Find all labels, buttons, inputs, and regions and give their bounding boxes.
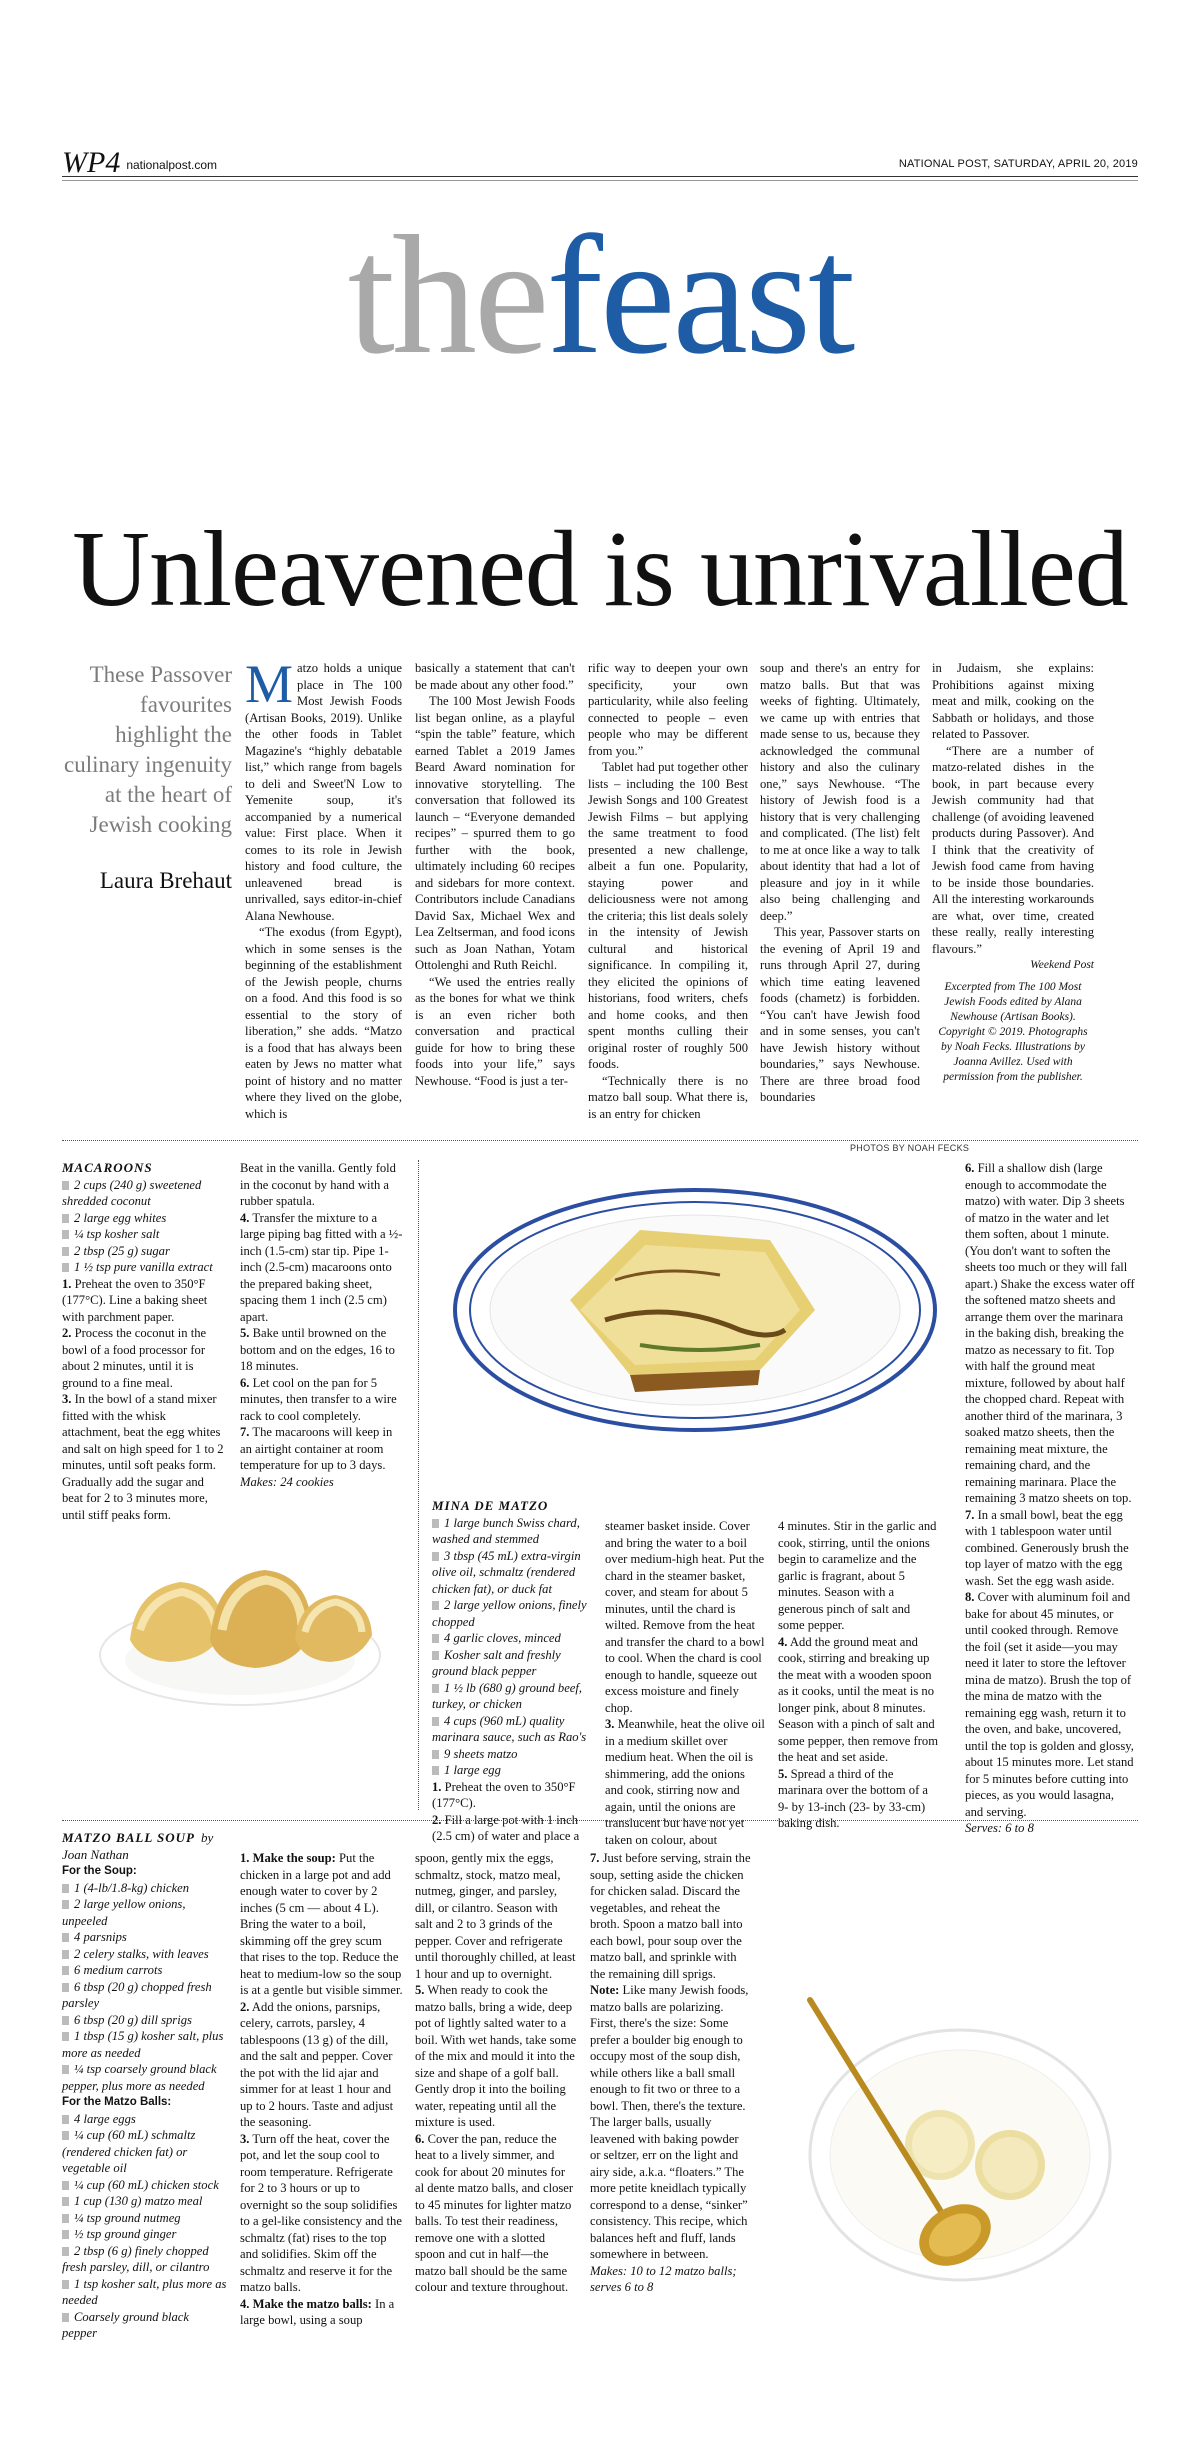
step-text: Just before serving, strain the soup, setting aside the chicken for chicken salad. Discard the vegetables, and reheat the broth. Spoon a matzo ball into each bowl, pour soup over the matzo ball, and sprinkle with the remaining dill sprigs. bbox=[590, 1851, 751, 1981]
step-text: spoon, gently mix the eggs, schmaltz, stock, matzo meal, nutmeg, ginger, and parsley, dill, or cilantro. Season with salt and 2 to 3 grinds of the pepper. Cover and refrigerate until thoroughly chilled, at least 1 hour and up to overnight. bbox=[415, 1851, 576, 1981]
mina-recipe-col3 bbox=[778, 1518, 938, 1832]
step-text: In the bowl of a stand mixer fitted with the whisk attachment, beat the egg whites and salt on high speed for 1 to 2 minutes, until soft peaks form. Gradually add the sugar and beat for 2 to 3 minutes more, until stiff peaks form. bbox=[62, 1392, 224, 1522]
step-number: 2. bbox=[240, 1999, 250, 2014]
square-bullet-icon bbox=[62, 1247, 69, 1256]
ingredient-item bbox=[62, 1946, 227, 1963]
step-text: Cover the pan, reduce the heat to a lively simmer, and cook for about 20 minutes for al dente matzo balls, and closer to 45 minutes for lighter matzo balls. To test their readiness, remove one with a slotted spoon and cut in half—the matzo ball should be the same colour and texture throughout. bbox=[415, 2131, 574, 2294]
step-number: 6. bbox=[965, 1161, 975, 1175]
square-bullet-icon bbox=[62, 1230, 69, 1239]
ingredient-text: 6 tbsp (20 g) chopped fresh parsley bbox=[62, 1979, 212, 2010]
step-text: Spread a third of the marinara over the bottom of a 9- by 13-inch (23- by 33-cm) baking dish. bbox=[778, 1766, 929, 1830]
square-bullet-icon bbox=[62, 1884, 69, 1893]
step-lead: Make the matzo balls: bbox=[252, 2296, 372, 2311]
step-text: Let cool on the pan for 5 minutes, then transfer to a wire rack to cool completely. bbox=[240, 1375, 397, 1423]
step-number: 5. bbox=[240, 1326, 250, 1340]
section-title-the: the bbox=[347, 201, 547, 389]
macaroons-recipe-col1 bbox=[62, 1160, 227, 1523]
note-label: Note: bbox=[590, 1983, 620, 1997]
article-paragraph: rific way to deepen your own specificity, your own particularity, while also feeling connected to people – even people who may be different from you.” bbox=[588, 661, 748, 758]
ingredient-item bbox=[62, 2111, 227, 2128]
recipe-step bbox=[415, 1982, 577, 2131]
column-divider bbox=[418, 1160, 419, 1810]
dropcap: M bbox=[245, 654, 294, 714]
recipe-yield: Serves: 6 to 8 bbox=[965, 1821, 1034, 1835]
ingredient-text: 2 tbsp (25 g) sugar bbox=[74, 1243, 170, 1258]
step-number: 4. bbox=[778, 1634, 788, 1649]
step-text: Cover with aluminum foil and bake for about 45 minutes, or until cooked through. Remove the foil (set it aside—you may need it later to store the leftover mina de matzo). Brush the top of the mina de matzo with the remaining egg wash, return it to the oven, and bake, uncovered, until the top is golden and glossy, about 15 minutes more. Let stand for 5 minutes before cutting into pieces, as you would lasagna, and serving. bbox=[965, 1590, 1134, 1819]
recipe-step bbox=[240, 2296, 403, 2329]
article-column-1 bbox=[245, 654, 402, 1122]
square-bullet-icon bbox=[432, 1651, 439, 1660]
ingredient-text: 3 tbsp (45 mL) extra-virgin olive oil, schmaltz (rendered chicken fat), or duck fat bbox=[432, 1548, 581, 1596]
step-number: 4. bbox=[240, 2296, 250, 2311]
mina-de-matzo-photo bbox=[440, 1160, 940, 1490]
paper-date: NATIONAL POST, SATURDAY, APRIL 20, 2019 bbox=[898, 158, 1138, 170]
step-number: 1. bbox=[240, 1851, 250, 1865]
ingredient-text: 4 cups (960 mL) quality marinara sauce, such as Rao's bbox=[432, 1713, 587, 1744]
ingredient-text: 9 sheets matzo bbox=[444, 1746, 518, 1761]
matzo-ball-soup-photo bbox=[790, 1980, 1130, 2320]
step-number: 8. bbox=[965, 1590, 975, 1604]
recipe-step bbox=[62, 1391, 227, 1523]
step-text: When ready to cook the matzo balls, bring a wide, deep pot of lightly salted water to a boil. With wet hands, take some of the mix and mould it into the size and shape of a golf ball. Gently drop it into the boiling water, repeating until all the mixture is used. bbox=[415, 1983, 577, 2129]
step-text: Add the ground meat and cook, stirring and breaking up the meat with a wooden spoon as it cooks, until the meat is no longer pink, about 8 minutes. Season with a pinch of salt and some pepper, then remove from the heat and set aside. bbox=[778, 1634, 939, 1764]
recipe-title-soup bbox=[62, 1830, 227, 1863]
ingredient-text: Kosher salt and freshly ground black pepper bbox=[432, 1647, 561, 1678]
recipe-step bbox=[62, 1276, 227, 1326]
square-bullet-icon bbox=[432, 1717, 439, 1726]
dek: These Passover favourites highlight the culinary ingenuity at the heart of Jewish cooking bbox=[64, 662, 232, 837]
ingredient-item bbox=[432, 1680, 592, 1713]
ingredient-item bbox=[432, 1746, 592, 1763]
macaroons-recipe-col2 bbox=[240, 1160, 403, 1490]
step-number: 3. bbox=[62, 1392, 72, 1406]
square-bullet-icon bbox=[62, 1950, 69, 1959]
recipe-step bbox=[605, 1716, 765, 1848]
ingredient-text: ½ tsp ground ginger bbox=[74, 2227, 177, 2241]
section-code-text: WP4 bbox=[62, 146, 121, 179]
macaroons-ingredients bbox=[62, 1177, 227, 1276]
ingredient-item bbox=[62, 2177, 227, 2194]
step-number: 3. bbox=[605, 1717, 615, 1731]
step-number: 5. bbox=[778, 1766, 788, 1781]
square-bullet-icon bbox=[62, 2115, 69, 2124]
ingredient-text: 1 tbsp (15 g) kosher salt, plus more as needed bbox=[62, 2029, 224, 2060]
soup-recipe-col2 bbox=[240, 1850, 403, 2329]
ingredient-item bbox=[432, 1597, 592, 1630]
soup-recipe-col1 bbox=[62, 1830, 227, 2342]
byline: Laura Brehaut bbox=[99, 868, 232, 893]
soup-recipe-col3 bbox=[415, 1850, 577, 2296]
square-bullet-icon bbox=[62, 2214, 69, 2223]
recipe-step bbox=[778, 1766, 938, 1832]
step-number: 7. bbox=[590, 1851, 600, 1865]
step-text: In a large bowl, using a soup bbox=[240, 2296, 395, 2327]
recipe-step bbox=[432, 1779, 592, 1812]
ingredient-item bbox=[62, 1880, 227, 1897]
soup-recipe-col4 bbox=[590, 1850, 752, 2296]
step-text: Preheat the oven to 350°F (177°C). bbox=[432, 1779, 576, 1810]
article-paragraph: atzo holds a unique place in The 100 Most Jewish Foods (Artisan Books, 2019). Unlike the other foods in Tablet Magazine's “highly debatable list,” which range from bagels to deli and Sweet'N Low to Yemenite soup, it's accompanied by a numerical value: First place. When it comes to its role in Jewish history and food culture, the unleavened bread is unrivalled, says editor-in-chief Alana Newhouse. bbox=[245, 661, 402, 923]
ingredient-item bbox=[62, 2210, 227, 2227]
square-bullet-icon bbox=[62, 1933, 69, 1942]
recipe-step bbox=[778, 1634, 938, 1766]
square-bullet-icon bbox=[432, 1684, 439, 1693]
step-text: Put the chicken in a large pot and add enough water to cover by 2 inches (5 cm — about 4 L). Bring the water to a boil, skimming off the grey scum that rises to the top. Reduce the heat to medium-low so the soup is at a gentle but visible simmer. bbox=[240, 1851, 403, 1997]
ingredient-text: 1 ½ tsp pure vanilla extract bbox=[74, 1260, 213, 1274]
signature: Weekend Post bbox=[1030, 959, 1094, 971]
ingredient-item bbox=[62, 2243, 227, 2276]
excerpt-credit: Excerpted from The 100 Most Jewish Foods edited by Alana Newhouse (Artisan Books). Copyright © 2019. Photographs by Noah Fecks. Illustrations by Joanna Avillez. Used with permission from the publisher. bbox=[938, 980, 1088, 1083]
ingredient-text: Coarsely ground black pepper bbox=[62, 2309, 189, 2340]
ingredient-text: 6 tbsp (20 g) dill sprigs bbox=[74, 2012, 192, 2027]
mina-recipe-col2 bbox=[605, 1518, 765, 1848]
ingredient-item bbox=[432, 1515, 592, 1548]
recipe-step bbox=[432, 1812, 592, 1845]
recipe-title-macaroons: MACAROONS bbox=[62, 1160, 153, 1175]
ingredient-item bbox=[62, 1979, 227, 2012]
ingredient-item bbox=[62, 1896, 227, 1929]
ingredient-item bbox=[62, 2061, 227, 2094]
section-title-feast: feast bbox=[546, 201, 853, 389]
ingredient-text: 1 cup (130 g) matzo meal bbox=[74, 2194, 203, 2208]
article-paragraph: soup and there's an entry for matzo balls. But that was weeks of fighting. Ultimately, we came up with entries that made sense to us, because they acknowledged the communal history and also the culinary one,” says Newhouse. “The history of Jewish food is a history that is very challenging and complicated. (The list) felt to me at once like a way to talk about identity that had a lot of pleasure and joy in it while also being challenging and deep.” bbox=[760, 661, 920, 923]
ingredient-item bbox=[62, 1962, 227, 1979]
recipe-author: by Joan Nathan bbox=[62, 1830, 214, 1862]
ingredient-item bbox=[62, 1226, 227, 1243]
step-text: Turn off the heat, cover the pot, and let the soup cool to room temperature. Refrigerate for 2 to 3 hours or up to overnight so the soup solidifies to a gel-like consistency and the schmaltz (fat) rises to the top and solidifies. Skim off the schmaltz and reserve it for the matzo balls. bbox=[240, 2131, 402, 2294]
step-number: 6. bbox=[415, 2131, 425, 2146]
step-number: 5. bbox=[415, 1983, 425, 1997]
ingredient-item bbox=[432, 1630, 592, 1647]
ingredient-item bbox=[62, 2012, 227, 2029]
step-text: Beat in the vanilla. Gently fold in the coconut by hand with a rubber spatula. bbox=[240, 1161, 396, 1208]
ingredient-item bbox=[432, 1548, 592, 1598]
recipe-step bbox=[240, 1999, 403, 2131]
square-bullet-icon bbox=[432, 1750, 439, 1759]
step-text: 4 minutes. Stir in the garlic and cook, stirring, until the onions begin to caramelize and the garlic is fragrant, about 5 minutes. Season with a generous pinch of salt and some pepper. bbox=[778, 1519, 937, 1632]
article-paragraph: Tablet had put together other lists – including the 100 Best Jewish Songs and 100 Greatest Jewish Films – but applying the same treatment to food presented a new challenge, albeit a fun one. Popularity, staying power and deliciousness were not among the criteria; this list deals solely in the intensity of Jewish cultural and historical significance. In compiling it, they elicited the opinions of historians, food writers, chefs and home cooks, and then spent months culling their original roster of roughly 500 foods. bbox=[588, 760, 748, 1071]
section-title bbox=[0, 201, 1200, 389]
ingredient-item bbox=[62, 1259, 227, 1276]
step-number: 6. bbox=[240, 1375, 250, 1390]
ingredient-item bbox=[432, 1713, 592, 1746]
step-number: 7. bbox=[240, 1425, 250, 1439]
square-bullet-icon bbox=[432, 1601, 439, 1610]
ingredient-item bbox=[62, 1929, 227, 1946]
ingredient-text: 2 large yellow onions, finely chopped bbox=[432, 1598, 587, 1629]
subhead-for-matzo-balls: For the Matzo Balls: bbox=[62, 2096, 172, 2108]
article-paragraph: “The exodus (from Egypt), which in some senses is the beginning of the establishment of the Jewish people, churns on a food. And this food is so essential to the story of liberation,” she adds. “Matzo is a food that has always been eaten by Jews no matter what point of history and no matter where they lived on the globe, which is bbox=[245, 925, 402, 1121]
photo-credit: PHOTOS BY NOAH FECKS bbox=[850, 1143, 970, 1153]
ingredient-item bbox=[62, 2276, 227, 2309]
ingredient-text: 1 tsp kosher salt, plus more as needed bbox=[62, 2276, 227, 2307]
article-column-4 bbox=[760, 660, 920, 1106]
ingredient-text: 1 ½ lb (680 g) ground beef, turkey, or chicken bbox=[432, 1680, 583, 1711]
step-text: Fill a large pot with 1 inch (2.5 cm) of water and place a bbox=[432, 1812, 580, 1843]
ingredient-text: ¼ tsp coarsely ground black pepper, plus more as needed bbox=[62, 2062, 217, 2093]
recipe-step bbox=[240, 2131, 403, 2296]
square-bullet-icon bbox=[62, 1983, 69, 1992]
macaroons-photo bbox=[90, 1520, 400, 1720]
ingredient-item bbox=[62, 2309, 227, 2342]
ingredient-item bbox=[62, 2028, 227, 2061]
square-bullet-icon bbox=[62, 2065, 69, 2074]
step-text: The macaroons will keep in an airtight container at room temperature for up to 3 days. bbox=[240, 1425, 393, 1472]
mina-recipe-col4 bbox=[965, 1160, 1135, 1837]
recipe-step bbox=[415, 2131, 577, 2296]
article-paragraph: “We used the entries really as the bones for what we think is an even richer both conversation and practical guide for how to bring these foods into your life,” says Newhouse. “Food is just a ter- bbox=[415, 974, 575, 1088]
recipe-step bbox=[240, 1375, 403, 1425]
ingredient-text: 4 garlic cloves, minced bbox=[444, 1631, 561, 1645]
ingredient-text: 4 parsnips bbox=[74, 1930, 127, 1944]
section-divider bbox=[62, 1820, 1138, 1821]
square-bullet-icon bbox=[432, 1552, 439, 1561]
ingredient-item bbox=[62, 2226, 227, 2243]
recipe-step bbox=[965, 1507, 1135, 1590]
article-paragraph: “Technically there is no matzo ball soup. What there is, is an entry for chicken bbox=[588, 1073, 748, 1121]
recipe-step bbox=[240, 1850, 403, 1999]
section-code bbox=[62, 146, 217, 180]
ingredient-text: 2 large yellow onions, unpeeled bbox=[62, 1897, 186, 1928]
article-column-2 bbox=[415, 660, 575, 1089]
headline: Unleavened is unrivalled bbox=[72, 510, 1128, 629]
step-lead: Make the soup: bbox=[252, 1851, 336, 1865]
recipe-step bbox=[965, 1160, 1135, 1507]
square-bullet-icon bbox=[62, 2247, 69, 2256]
ingredient-text: ¼ cup (60 mL) schmaltz (rendered chicken fat) or vegetable oil bbox=[62, 2128, 196, 2175]
square-bullet-icon bbox=[62, 2032, 69, 2041]
step-text: In a small bowl, beat the egg with 1 tablespoon water until combined. Generously brush the top layer of matzo with the egg wash. Set the egg wash aside. bbox=[965, 1507, 1129, 1588]
ingredient-item bbox=[432, 1762, 592, 1779]
ingredient-text: 2 cups (240 g) sweetened shredded coconut bbox=[62, 1177, 202, 1208]
square-bullet-icon bbox=[62, 1966, 69, 1975]
recipe-yield: Makes: 24 cookies bbox=[240, 1474, 334, 1489]
square-bullet-icon bbox=[62, 2131, 69, 2140]
square-bullet-icon bbox=[62, 2016, 69, 2025]
masthead-rule-thin bbox=[62, 180, 1138, 181]
recipe-step bbox=[240, 1210, 403, 1326]
ingredient-text: 2 large egg whites bbox=[74, 1210, 167, 1225]
article-paragraph: “There are a number of matzo-related dishes in the book, in part because every Jewish community had that challenge (of avoiding leavened products during Passover). And I think that the creativity of Jewish food came from having to be inside those boundaries. All the interesting workarounds are what, over time, created these really, really interesting flavours.” bbox=[932, 743, 1094, 956]
ingredient-item bbox=[62, 1210, 227, 1227]
step-text: Bake until browned on the bottom and on the edges, 16 to 18 minutes. bbox=[240, 1326, 395, 1373]
square-bullet-icon bbox=[432, 1519, 439, 1528]
square-bullet-icon bbox=[62, 1900, 69, 1909]
square-bullet-icon bbox=[62, 1214, 69, 1223]
recipe-step bbox=[62, 1325, 227, 1391]
step-number: 2. bbox=[62, 1326, 72, 1340]
masthead-rule bbox=[62, 176, 1138, 177]
step-text: Fill a shallow dish (large enough to accommodate the matzo) with water. Dip 3 sheets of matzo in the water and let them soften, about 1 minute. (You don't want to soften the sheets too much or they will fall apart.) Shake the excess water off the softened matzo sheets and arrange them over the marinara in the baking dish, breaking the matzo as necessary to fit. Top with half the ground meat mixture, followed by about half the chopped chard. Repeat with another third of the marinara, 3 soaked matzo sheets, then the remaining meat mixture, the remaining chard, and the remaining marinara. Place the remaining 3 matzo sheets on top. bbox=[965, 1161, 1135, 1505]
ingredient-text: 2 celery stalks, with leaves bbox=[74, 1946, 209, 1961]
recipe-step bbox=[240, 1424, 403, 1474]
square-bullet-icon bbox=[62, 2181, 69, 2190]
recipe-step bbox=[590, 1850, 752, 1982]
step-text: Transfer the mixture to a large piping bag fitted with a ½-inch (1.5-cm) star tip. Pipe 1-inch (2.5-cm) macaroons onto the prepared baking sheet, spacing them 1 inch (2.5 cm) apart. bbox=[240, 1210, 403, 1324]
ingredient-text: ¼ tsp ground nutmeg bbox=[74, 2210, 181, 2225]
ingredient-text: ¼ tsp kosher salt bbox=[74, 1227, 160, 1241]
ingredient-item bbox=[62, 2127, 227, 2177]
ingredient-item bbox=[62, 2193, 227, 2210]
square-bullet-icon bbox=[432, 1634, 439, 1643]
article-column-3 bbox=[588, 660, 748, 1122]
recipe-note bbox=[590, 1982, 752, 2263]
step-text: Add the onions, parsnips, celery, carrots, parsley, 4 tablespoons (13 g) of the dill, and the salt and pepper. Cover the pot with the lid ajar and simmer for at least 1 hour and up to 2 hours. Taste and adjust the seasoning. bbox=[240, 1999, 394, 2129]
step-text: Preheat the oven to 350°F (177°C). Line a baking sheet with parchment paper. bbox=[62, 1276, 208, 1324]
ingredient-text: 1 large egg bbox=[444, 1763, 501, 1777]
site-url[interactable]: nationalpost.com bbox=[126, 158, 218, 173]
square-bullet-icon bbox=[62, 2313, 69, 2322]
ingredient-item bbox=[62, 1243, 227, 1260]
step-text: steamer basket inside. Cover and bring the water to a boil over medium-high heat. Put the chard in the steamer basket, cover, and steam for about 5 minutes, until the chard is wilted. Remove from the heat and transfer the chard to a bowl to cool. When the chard is cool enough to handle, squeeze out excess moisture and finely chop. bbox=[605, 1519, 765, 1715]
square-bullet-icon bbox=[432, 1766, 439, 1775]
square-bullet-icon bbox=[62, 2280, 69, 2289]
article-paragraph: This year, Passover starts on the evening of April 19 and runs through April 27, during which time eating leavened foods (chametz) is forbidden. “You can't have Jewish food and in some senses, you can't have Jewish history without boundaries,” says Newhouse. There are three broad food boundaries bbox=[760, 925, 920, 1104]
step-number: 3. bbox=[240, 2131, 250, 2146]
note-text: Like many Jewish foods, matzo balls are polarizing. First, there's the size: Some prefer a boulder big enough to occupy most of the soup dish, while others like a ball small enough to fit two or three to a bowl. Then, there's the texture. The larger balls, usually leavened with baking powder or seltzer, err on the light and airy side, a.k.a. “floaters.” The more petite kneidlach typically correspond to a dense, “sinker” consistency. This recipe, which balances heft and fluff, lands somewhere in between. bbox=[590, 1983, 749, 2261]
recipe-step bbox=[965, 1589, 1135, 1820]
recipe-title-mina: MINA DE MATZO bbox=[432, 1498, 549, 1513]
mina-recipe-col1 bbox=[432, 1498, 592, 1845]
ingredient-text: ¼ cup (60 mL) chicken stock bbox=[74, 2177, 219, 2192]
ingredient-text: 4 large eggs bbox=[74, 2111, 136, 2126]
subhead-for-soup: For the Soup: bbox=[62, 1865, 137, 1877]
square-bullet-icon bbox=[62, 2197, 69, 2206]
ingredient-text: 1 large bunch Swiss chard, washed and stemmed bbox=[432, 1515, 580, 1546]
step-number: 4. bbox=[240, 1210, 250, 1225]
ingredient-item bbox=[432, 1647, 592, 1680]
step-number: 7. bbox=[965, 1507, 975, 1522]
recipe-step bbox=[240, 1325, 403, 1375]
square-bullet-icon bbox=[62, 1181, 69, 1190]
recipe-title-text: MATZO BALL SOUP bbox=[62, 1830, 195, 1845]
step-text: Process the coconut in the bowl of a food processor for about 2 minutes, until it is ground to a fine meal. bbox=[62, 1326, 207, 1390]
article-paragraph: The 100 Most Jewish Foods list began online, as a playful “spin the table” feature, which earned Tablet a 2019 James Beard Award nomination for innovative storytelling. The conversation that followed its launch – “Everyone demanded recipes” – spurred them to go further with the book, ultimately including 60 recipes and sidebars for more context. Contributors include Canadians David Sax, Michael Wex and Lea Zeltserman, and food icons such as Joan Nathan, Yotam Ottolenghi and Ruth Reichl. bbox=[415, 694, 575, 972]
step-number: 1. bbox=[432, 1779, 442, 1794]
section-divider bbox=[62, 1140, 1138, 1141]
ingredient-item bbox=[62, 1177, 227, 1210]
recipe-yield: Makes: 10 to 12 matzo balls; serves 6 to 8 bbox=[590, 2263, 737, 2294]
ingredient-text: 6 medium carrots bbox=[74, 1963, 163, 1977]
article-column-5 bbox=[932, 660, 1094, 1085]
article-paragraph: basically a statement that can't be made about any other food.” bbox=[415, 661, 575, 692]
square-bullet-icon bbox=[62, 1263, 69, 1272]
ingredient-text: 2 tbsp (6 g) finely chopped fresh parsley, dill, or cilantro bbox=[62, 2243, 210, 2274]
step-text: Meanwhile, heat the olive oil in a medium skillet over medium heat. When the oil is shimmering, add the onions and cook, stirring now and again, until the onions are translucent but have not yet taken on colour, about bbox=[605, 1717, 765, 1847]
step-number: 1. bbox=[62, 1276, 72, 1291]
ingredient-text: 1 (4-lb/1.8-kg) chicken bbox=[74, 1880, 190, 1895]
square-bullet-icon bbox=[62, 2230, 69, 2239]
article-paragraph: in Judaism, she explains: Prohibitions against mixing meat and milk, cooking on the Sabbath or holidays, and those related to Passover. bbox=[932, 661, 1094, 741]
step-number: 2. bbox=[432, 1812, 442, 1827]
